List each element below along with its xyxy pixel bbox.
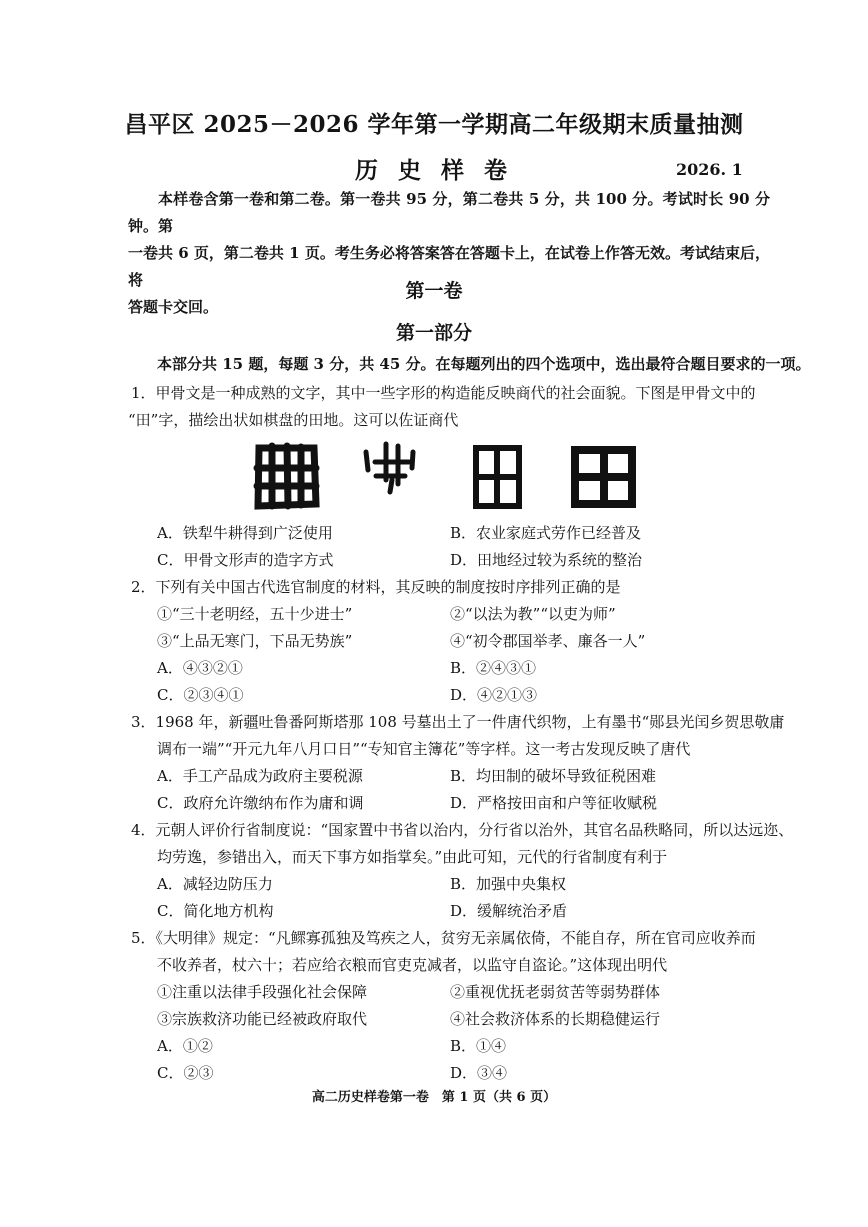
q2-option-d: D．④②①③	[450, 686, 538, 704]
q3-option-b: B．均田制的破坏导致征税困难	[450, 767, 657, 785]
q3-option-c: C．政府允许缴纳布作为庸和调	[157, 794, 364, 812]
exam-date: 2026. 1	[676, 160, 743, 179]
intro-line: 答题卡交回。	[128, 298, 219, 316]
q5-material-1: ①注重以法律手段强化社会保障	[157, 983, 368, 1001]
intro-line: 本样卷含第一卷和第二卷。第一卷共 95 分，第二卷共 5 分，共 100 分。考试时长 90 分钟。第	[128, 190, 770, 235]
q5-option-d: D．③④	[450, 1064, 508, 1082]
q1-option-c: C．甲骨文形声的造字方式	[157, 551, 334, 569]
q4-option-d: D．缓解统治矛盾	[450, 902, 568, 920]
intro-line: 一卷共 6 页，第二卷共 1 页。考生务必将答案答在答题卡上，在试卷上作答无效。考试结束后，将	[128, 244, 770, 289]
q4-stem: 4．元朝人评价行省制度说：“国家置中书省以治内，分行省以治外，其官名品秩略同，所以达远迩、	[131, 821, 794, 839]
oracle-bone-tian-figure	[0, 440, 868, 520]
page-title: 昌平区 2025－2026 学年第一学期高二年级期末质量抽测	[124, 111, 744, 138]
q5-stem: 不收养者，杖六十；若应给衣粮而官吏克减者，以监守自盗论。”这体现出明代	[157, 956, 668, 974]
q2-material-3: ③“上品无寒门，下品无势族”	[157, 632, 353, 650]
q4-stem: 均劳逸，参错出入，而天下事方如指掌矣。”由此可知，元代的行省制度有利于	[157, 848, 668, 866]
q4-option-a: A．减轻边防压力	[157, 875, 273, 893]
q5-stem: 5．《大明律》规定：“凡鳏寡孤独及笃疾之人，贫穷无亲属依倚，不能自存，所在官司应收养而	[131, 929, 756, 947]
page-footer: 高二历史样卷第一卷 第 1 页（共 6 页）	[311, 1090, 557, 1105]
q2-stem: 2．下列有关中国古代选官制度的材料，其反映的制度按时序排列正确的是	[131, 578, 621, 596]
q3-option-a: A．手工产品成为政府主要税源	[157, 767, 363, 785]
q5-option-b: B．①④	[450, 1037, 507, 1055]
q2-option-a: A．④③②①	[157, 659, 243, 677]
volume-heading: 第一卷	[405, 280, 463, 302]
q5-option-a: A．①②	[157, 1037, 213, 1055]
page-subtitle: 历 史 样 卷	[354, 157, 514, 184]
q1-option-d: D．田地经过较为系统的整治	[450, 551, 643, 569]
q3-stem: 调布一端”“开元九年八月口日”“专知官主簿花”等字样。这一考古发现反映了唐代	[157, 740, 691, 758]
tian-glyph-1	[257, 446, 316, 506]
q2-option-c: C．②③④①	[157, 686, 244, 704]
q2-material-2: ②“以法为教”“以吏为师”	[450, 605, 616, 623]
q2-material-1: ①“三十老明经，五十少进士”	[157, 605, 353, 623]
q3-option-d: D．严格按田亩和户等征收赋税	[450, 794, 658, 812]
q5-option-c: C．②③	[157, 1064, 214, 1082]
q1-stem: 1．甲骨文是一种成熟的文字，其中一些字形的构造能反映商代的社会面貌。下图是甲骨文中的	[131, 384, 756, 402]
q1-option-a: A．铁犁牛耕得到广泛使用	[157, 524, 333, 542]
part-instructions: 本部分共 15 题，每题 3 分，共 45 分。在每题列出的四个选项中，选出最符合题目要求的一项。	[157, 355, 811, 373]
q5-material-2: ②重视优抚老弱贫苦等弱势群体	[450, 983, 661, 1001]
tian-glyph-3	[476, 448, 519, 506]
q1-option-b: B．农业家庭式劳作已经普及	[450, 524, 642, 542]
q3-stem: 3．1968 年，新疆吐鲁番阿斯塔那 108 号墓出土了一件唐代织物，上有墨书“郧县光闰乡贺思敬庸	[131, 713, 785, 731]
q2-material-4: ④“初令郡国举孝、廉各一人”	[450, 632, 646, 650]
part-heading: 第一部分	[395, 322, 472, 344]
q4-option-c: C．简化地方机构	[157, 902, 274, 920]
q5-material-3: ③宗族救济功能已经被政府取代	[157, 1010, 368, 1028]
tian-glyph-4	[575, 450, 632, 504]
q1-stem: “田”字，描绘出状如棋盘的田地。这可以佐证商代	[128, 411, 459, 429]
q5-material-4: ④社会救济体系的长期稳健运行	[450, 1010, 661, 1028]
tian-glyph-2	[366, 444, 413, 492]
q2-option-b: B．②④③①	[450, 659, 537, 677]
q4-option-b: B．加强中央集权	[450, 875, 567, 893]
